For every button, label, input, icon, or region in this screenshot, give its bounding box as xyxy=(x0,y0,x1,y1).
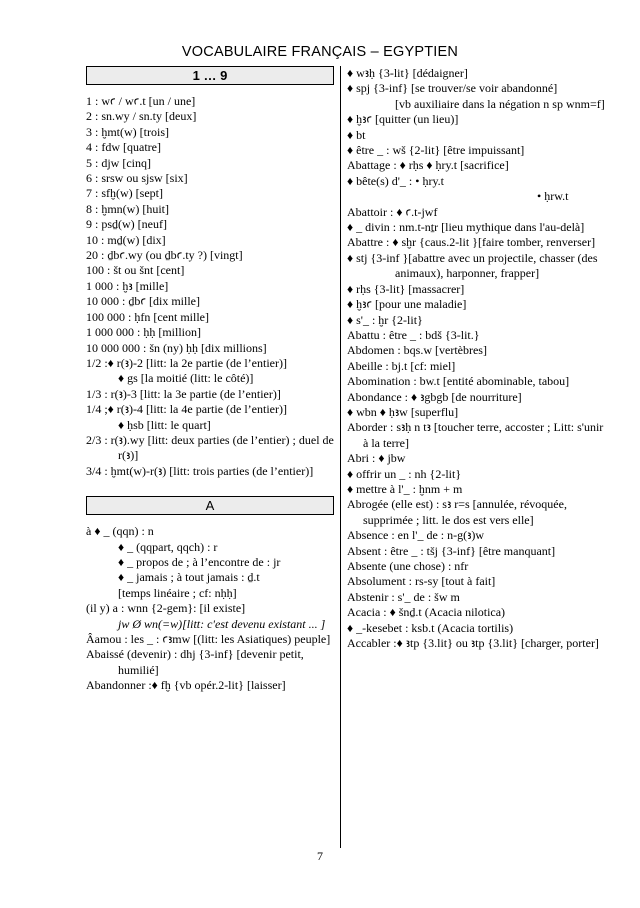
list-item: 2/3 : r(ꜣ).wy [litt: deux parties (de l’entier) ; duel de r(ꜣ)] xyxy=(86,432,334,463)
list-item: ♦ wbn ♦ ḥꜣw [superflu] xyxy=(347,404,459,419)
list-item: ♦ spj {3-inf} [se trouver/se voir abandonné] xyxy=(347,81,558,96)
list-item: [vb auxiliaire dans la négation n sp wnm=f] xyxy=(395,96,605,111)
list-item: 100 000 : ḥfn [cent mille] xyxy=(86,309,209,324)
list-item: 9 : psḏ(w) [neuf] xyxy=(86,217,167,232)
list-item: ♦ _ jamais ; à tout jamais : ḏ.t xyxy=(118,570,260,585)
list-item: Abstenir : s'_ de : šw m xyxy=(347,589,460,604)
list-item: ♦ _ (qqpart, qqch) : r xyxy=(118,539,218,554)
list-item: Abomination : bw.t [entité abominable, tabou] xyxy=(347,374,570,389)
list-item: ♦ être _ : wš {2-lit} [être impuissant] xyxy=(347,143,525,158)
list-item: Acacia : ♦ šnḏ.t (Acacia nilotica) xyxy=(347,605,506,620)
list-item: Abondance : ♦ ꜣgbgb [de nourriture] xyxy=(347,389,522,404)
list-item: ♦ bt xyxy=(347,127,366,142)
list-item: Âamou : les _ : ꜥꜣmw [(litt: les Asiatiques) peuple] xyxy=(86,632,331,646)
list-item: Abattoir : ♦ ꜥ.t-jwf xyxy=(347,204,438,219)
list-item: Abandonner :♦ fḫ {vb opér.2-lit} [laisser] xyxy=(86,678,286,693)
list-item: ♦ _-kesebet : ksb.t (Acacia tortilis) xyxy=(347,620,514,635)
list-item: 1 000 000 : ḥḥ [million] xyxy=(86,325,201,340)
list-item: Absente (une chose) : nfr xyxy=(347,559,469,573)
list-item: Abrogée (elle est) : sꜣ r=s [annulée, révoquée, supprimée ; litt. le dos est vers elle] xyxy=(347,497,567,527)
list-item: 5 : djw [cinq] xyxy=(86,155,151,170)
list-item: 10 000 000 : šn (ny) ḥḥ [dix millions] xyxy=(86,340,267,355)
list-item: ♦ stj {3-inf }[abattre avec un projectile, chasser (des animaux), harponner, frapper] xyxy=(347,250,598,281)
list-item: 8 : ḫmn(w) [huit] xyxy=(86,201,169,216)
list-item: ♦ _ propos de ; à l’encontre de : jr xyxy=(118,554,281,569)
list-item: 7 : sfḫ(w) [sept] xyxy=(86,186,163,201)
list-item: Absent : être _ : tšj {3-inf} [être manquant] xyxy=(347,543,556,558)
left-column xyxy=(86,66,334,694)
page-number: 7 xyxy=(317,849,323,863)
list-item: 1/2 :♦ r(ꜣ)-2 [litt: la 2e partie (de l’entier)] xyxy=(86,355,287,370)
list-item: ♦ s'_ : ḫr {2-lit} xyxy=(347,312,423,327)
list-item: 3/4 : ḫmt(w)-r(ꜣ) [litt: trois parties (de l’entier)] xyxy=(86,463,314,478)
list-item: à ♦ _ (qqn) : n xyxy=(86,524,154,539)
list-item: Aborder : sꜣḥ n tꜣ [toucher terre, accoster ; Litt: s'unir à la terre] xyxy=(347,420,604,450)
list-item: ♦ rḥs {3-lit} [massacrer] xyxy=(347,281,465,296)
list-item: 6 : srsw ou sjsw [six] xyxy=(86,171,188,186)
list-item: 1/3 : r(ꜣ)-3 [litt: la 3e partie (de l’entier)] xyxy=(86,386,281,401)
list-item: 2 : sn.wy / sn.ty [deux] xyxy=(86,109,197,124)
list-item: ♦ gs [la moitié (litt: le côté)] xyxy=(118,371,254,386)
list-item: Accabler :♦ ꜣtp {3.lit} ou ꜣtp {3.lit} [charger, porter] xyxy=(347,636,599,651)
section-header-a: A xyxy=(86,496,334,515)
list-item: ♦ offrir un _ : nh {2-lit} xyxy=(347,466,462,481)
list-item: 4 : fdw [quatre] xyxy=(86,140,161,155)
right-column xyxy=(347,66,607,651)
list-item: 1/4 ;♦ r(ꜣ)-4 [litt: la 4e partie (de l’entier)] xyxy=(86,402,287,417)
list-item: ♦ wꜣḥ {3-lit} [dédaigner] xyxy=(347,66,468,80)
list-item: 10 : mḏ(w) [dix] xyxy=(86,232,166,247)
page-title: VOCABULAIRE FRANÇAIS – EGYPTIEN xyxy=(181,44,459,60)
list-item: Abdomen : bqs.w [vertèbres] xyxy=(347,343,487,358)
list-item: Abeille : bj.t [cf: miel] xyxy=(347,358,456,373)
list-item: ♦ _ divin : nm.t-nṯr [lieu mythique dans l'au-delà] xyxy=(347,220,585,235)
numbers-list xyxy=(86,94,334,479)
list-item: Abattage : ♦ rḥs ♦ ḥry.t [sacrifice] xyxy=(347,158,509,173)
list-item: ♦ bête(s) d'_ : • ḥry.t xyxy=(347,173,445,188)
list-item: • ḥrw.t xyxy=(537,189,569,204)
list-item: jw Ø wn(=w)[litt: c'est devenu existant ... ] xyxy=(118,616,326,631)
list-item: 10 000 : ḏbꜥ [dix mille] xyxy=(86,294,200,309)
list-item: ♦ mettre à l'_ : ḫnm + m xyxy=(347,481,463,496)
list-item: Absence : en l'_ de : n-g(ꜣ)w xyxy=(347,528,485,543)
list-item: 20 : ḏbꜥ.wy (ou ḏbꜥ.ty ?) [vingt] xyxy=(86,248,243,263)
column-divider xyxy=(340,66,341,848)
list-item: Abattu : être _ : bdš {3-lit.} xyxy=(347,327,480,342)
list-item: (il y) a : wnn {2-gem}: [il existe] xyxy=(86,601,246,616)
list-item: Abri : ♦ jbw xyxy=(347,451,406,466)
list-item: Absolument : rs-sy [tout à fait] xyxy=(347,574,496,589)
list-item: ♦ ḥsb [litt: le quart] xyxy=(118,417,211,432)
list-item: ♦ ḫꜣꜥ [pour une maladie] xyxy=(347,297,467,312)
section-header-numbers: 1 … 9 xyxy=(86,66,334,85)
list-item: Abattre : ♦ sḫr {caus.2-lit }[faire tomber, renverser] xyxy=(347,235,596,250)
list-item: 1 000 : ḫꜣ [mille] xyxy=(86,278,169,293)
list-item: ♦ ḫꜣꜥ [quitter (un lieu)] xyxy=(347,112,459,127)
list-item: [temps linéaire ; cf: nḥḥ] xyxy=(118,585,237,600)
list-item: 1 : wꜥ / wꜥ.t [un / une] xyxy=(86,94,196,108)
entries-a-list xyxy=(86,524,334,693)
list-item: Abaissé (devenir) : dhj {3-inf} [devenir petit, humilié] xyxy=(86,647,304,677)
list-item: 3 : ḫmt(w) [trois] xyxy=(86,124,169,139)
list-item: 100 : št ou šnt [cent] xyxy=(86,263,185,278)
